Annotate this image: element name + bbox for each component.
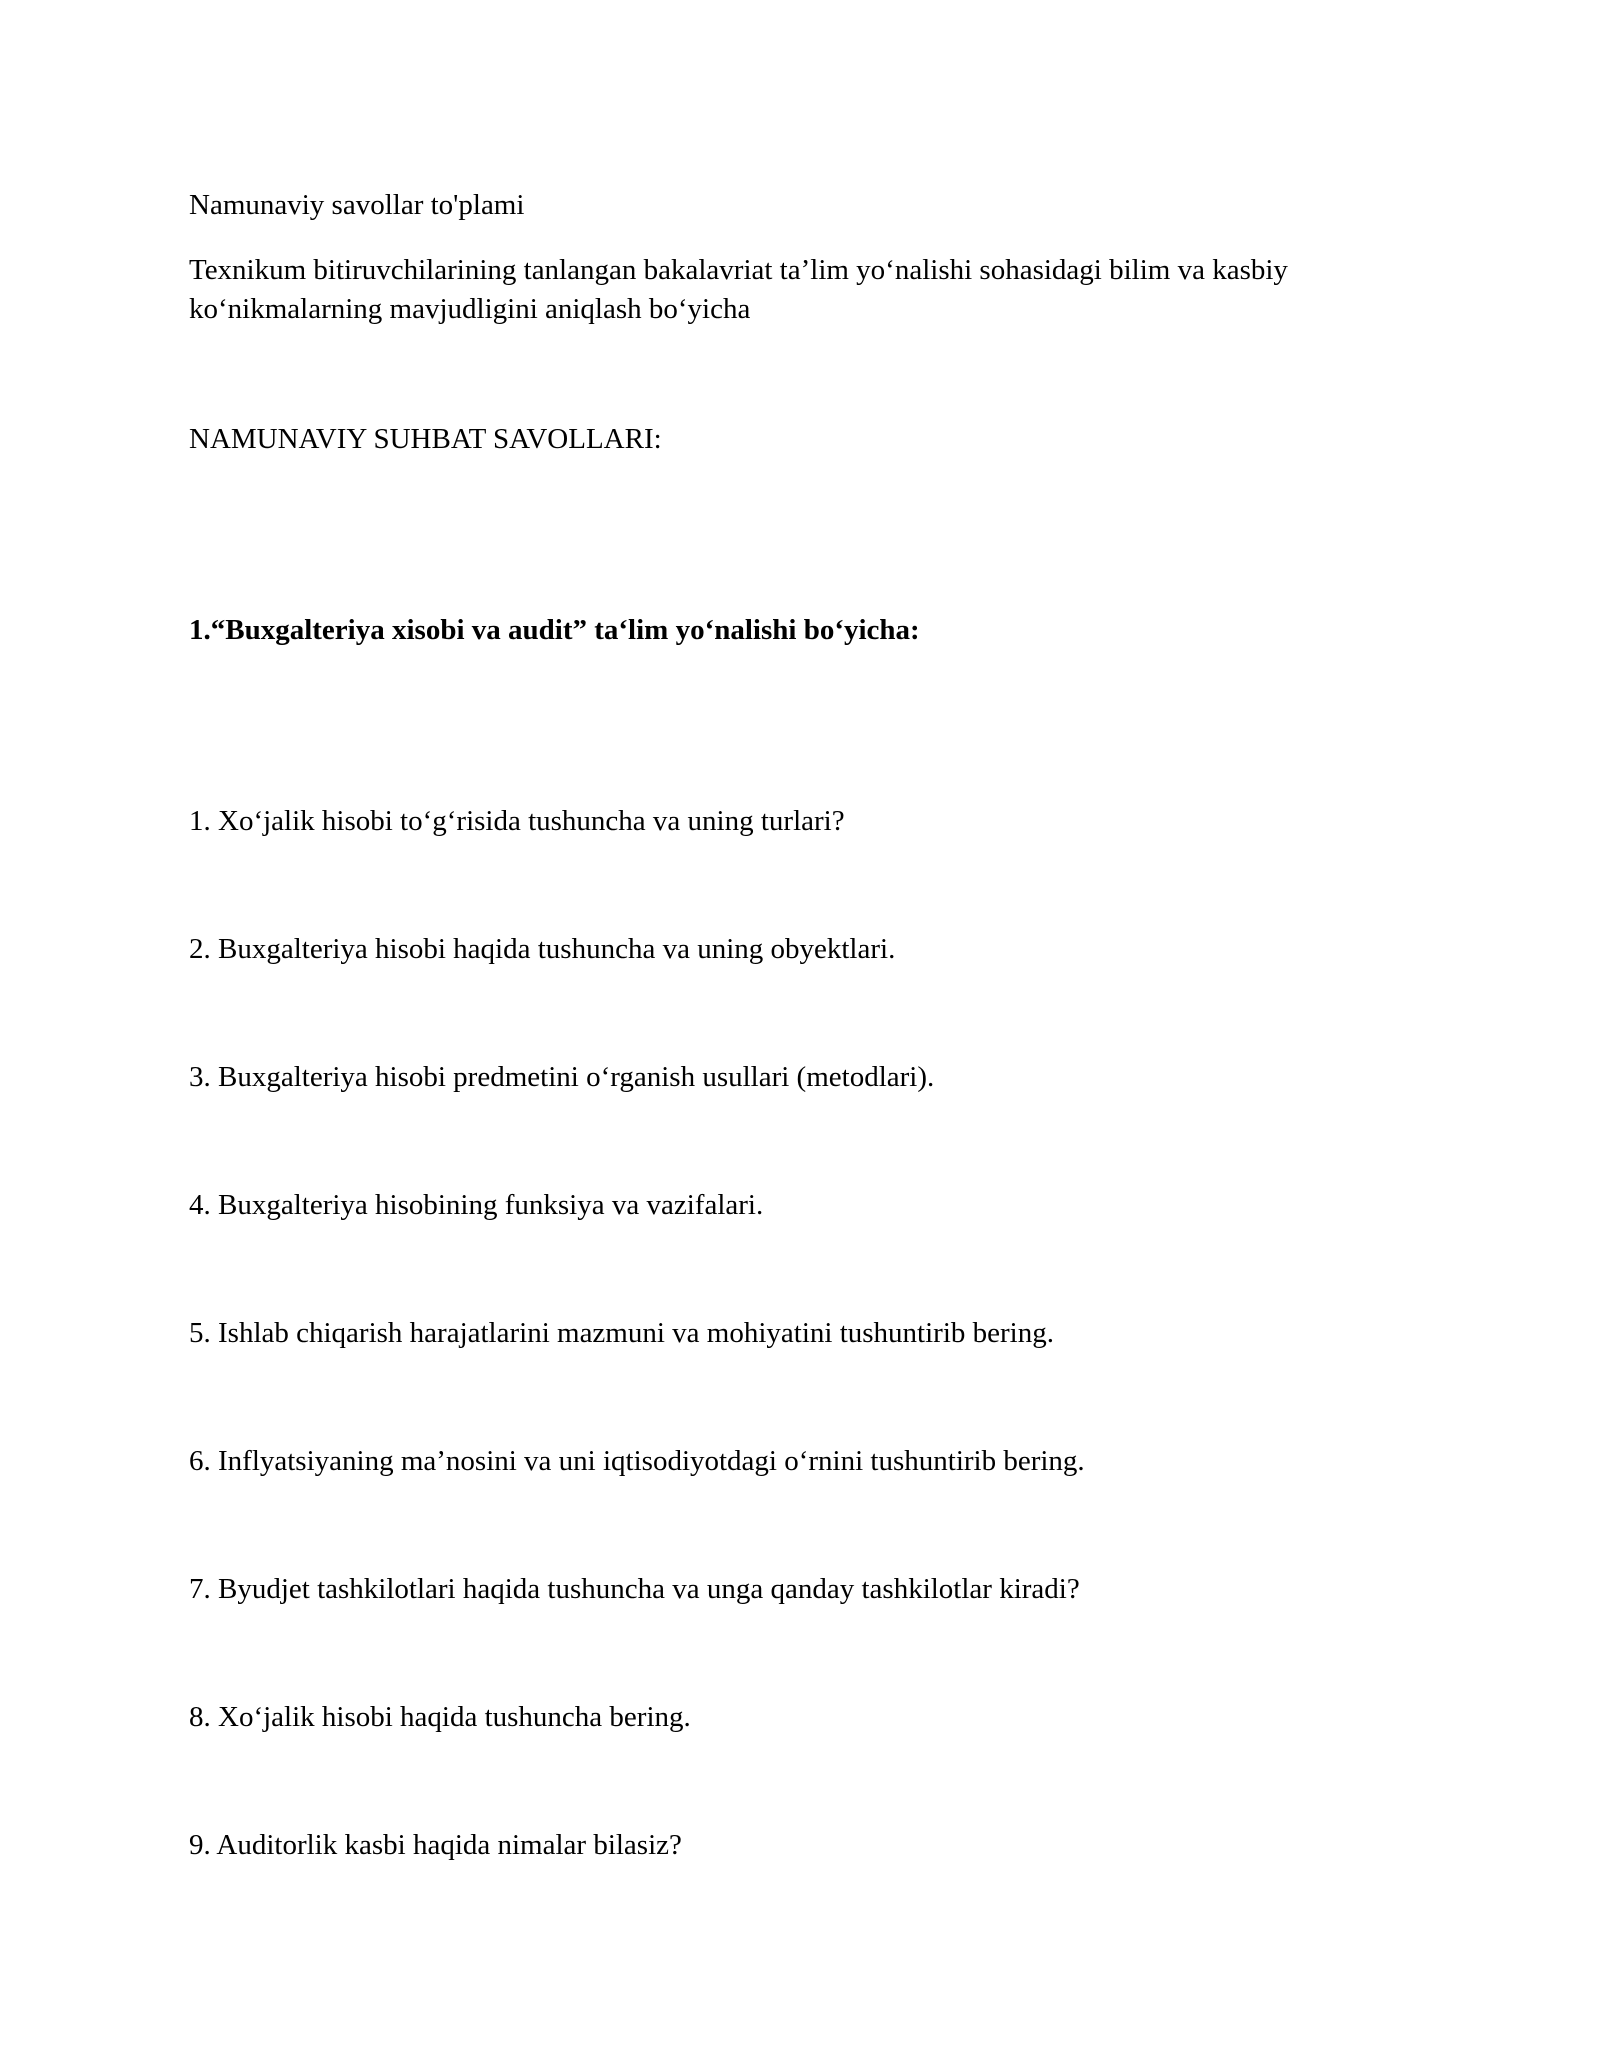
section-heading: NAMUNAVIY SUHBAT SAVOLLARI: <box>189 423 662 455</box>
document-title: Namunaviy savollar to'plami <box>189 189 525 221</box>
question-item: 9. Auditorlik kasbi haqida nimalar bilasiz? <box>189 1829 682 1861</box>
question-item: 2. Buxgalteriya hisobi haqida tushuncha va uning obyektlari. <box>189 933 896 965</box>
direction-heading: 1.“Buxgalteriya xisobi va audit” ta‘lim yo‘nalishi bo‘yicha: <box>189 614 920 646</box>
question-item: 4. Buxgalteriya hisobining funksiya va vazifalari. <box>189 1189 764 1221</box>
question-item: 3. Buxgalteriya hisobi predmetini o‘rganish usullari (metodlari). <box>189 1061 935 1093</box>
question-item: 1. Xo‘jalik hisobi to‘g‘risida tushuncha va uning turlari? <box>189 805 845 837</box>
question-item: 5. Ishlab chiqarish harajatlarini mazmuni va mohiyatini tushuntirib bering. <box>189 1317 1054 1349</box>
document-subtitle: Texnikum bitiruvchilarining tanlangan bakalavriat ta’lim yo‘nalishi sohasidagi bilim va kasbiy ko‘nikmalarning mavjudligini aniqlash bo‘yicha <box>189 254 1288 325</box>
question-item: 7. Byudjet tashkilotlari haqida tushuncha va unga qanday tashkilotlar kiradi? <box>189 1573 1080 1605</box>
question-item: 6. Inflyatsiyaning ma’nosini va uni iqtisodiyotdagi o‘rnini tushuntirib bering. <box>189 1445 1085 1477</box>
question-item: 8. Xo‘jalik hisobi haqida tushuncha bering. <box>189 1701 691 1733</box>
